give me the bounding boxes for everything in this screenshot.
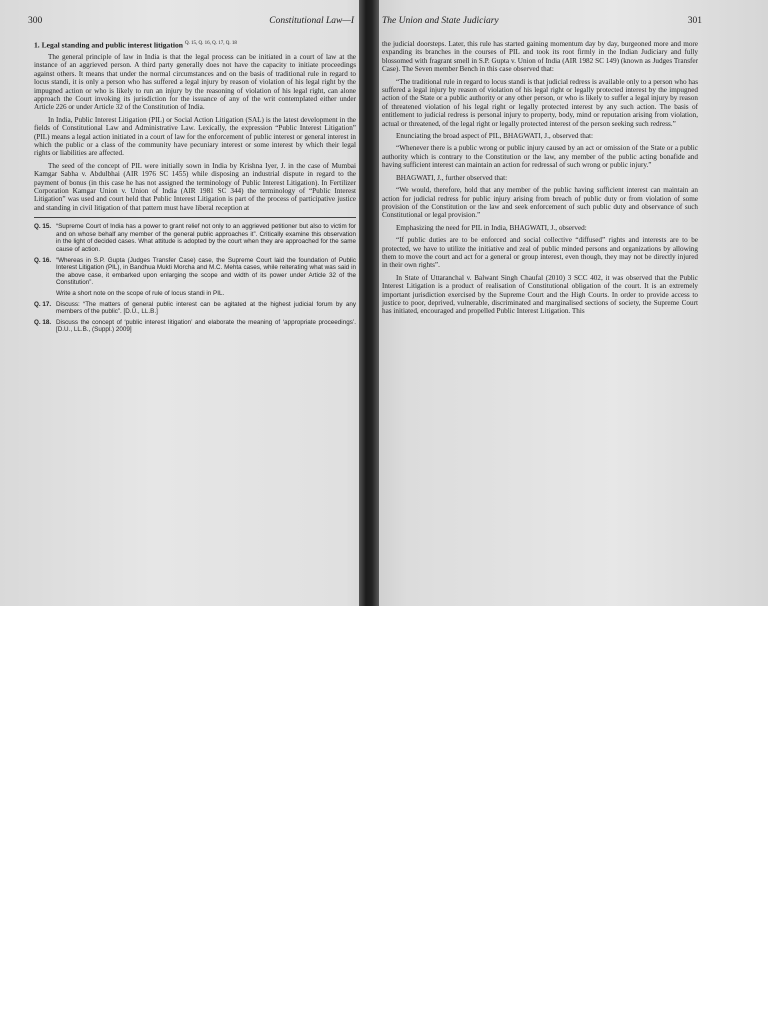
question-item bbox=[34, 223, 356, 253]
left-running-title: Constitutional Law—I bbox=[269, 16, 354, 26]
right-paragraph-4: Emphasizing the need for PIL in India, BHAGWATI, J., observed: bbox=[396, 223, 587, 232]
question-item bbox=[34, 257, 356, 287]
question-number: Q. 18. bbox=[34, 318, 52, 326]
question-item bbox=[34, 319, 356, 334]
question-number: Q. 17. bbox=[34, 300, 52, 308]
left-paragraph-1: The general principle of law in India is that the legal process can be initiated in a court of law at the instance of an aggrieved person. A third party generally does not have the capacity to initiate proceedings against others. It means that under the normal circumstances and on the basis of traditional rule in regard to locus standi, it is only a person who has suffered a legal injury by reason of violation of his legal right by the impugned action or who is likely to run an injury by the reasoning of violation of his legal right, can alone approach the Court invoking its jurisdiction for the issuance of any of the writ contemplated either under Article 226 or under Article 32 of the Constitution of India. bbox=[34, 52, 356, 112]
question-text: “Whereas in S.P. Gupta (Judges Transfer Case) case, the Supreme Court laid the foundation of Public Interest Litigation (PIL), in Bandhua Mukti Morcha and M.C. Mehta cases, while reiterating what was said in the above case, it embarked upon enlarging the scope and width of its power under Article 32 of the Constitution”. bbox=[56, 256, 356, 287]
right-paragraph-5: In State of Uttaranchal v. Balwant Singh Chaufal (2010) 3 SCC 402, it was observed that the Public Interest Litigation is a product of realisation of Constitutional obligation of the court. It is an extremely important jurisdiction exercised by the Supreme Court and the High Courts. In order to provide access to justice to poor, deprived, vulnerable, discriminated and marginalised sections of society, the Supreme Court has initiated, encouraged and propelled Public Interest Litigation. This bbox=[382, 273, 698, 316]
left-page-number: 300 bbox=[28, 16, 43, 26]
left-page bbox=[8, 0, 360, 606]
question-number: Q. 16. bbox=[34, 256, 52, 264]
book-spine-gutter bbox=[359, 0, 379, 606]
question-text: Discuss the concept of ‘public interest litigation’ and elaborate the meaning of ‘appropriate proceedings’. [D.U., LL.B., (Suppl.) 2009] bbox=[56, 318, 356, 334]
right-quote-2: “Whenever there is a public wrong or public injury caused by an act or omission of the State or a public authority which is contrary to the Constitution or the law, any member of the public acting bonafide and having sufficient interest can maintain an action for redressal of such wrong or public injury.” bbox=[382, 144, 698, 170]
right-page-body bbox=[382, 40, 698, 320]
right-paragraph-1: the judicial doorsteps. Later, this rule has started gaining momentum day by day, burgeoned more and more expanding its branches in the courses of PIL and took its root firmly in the Indian Judiciary and fully blossomed with fragrant smell in S.P. Gupta v. Union of India (AIR 1982 SC 149) (known as Judges Transfer Case). The Seven member Bench in this case observed that: bbox=[382, 40, 698, 74]
left-paragraph-2: In India, Public Interest Litigation (PIL) or Social Action Litigation (SAL) is the latest development in the fields of Constitutional Law and Administrative Law. Lexically, the expression “Public Interest Litigation” (PIL) means a legal action initiated in a court of law for the enforcement of public interest or general interest in which the public or a class of the community have pecuniary interest or some interest by which their legal rights or liabilities are affected. bbox=[34, 115, 356, 158]
question-note: Write a short note on the scope of rule of locus standi in PIL. bbox=[56, 290, 225, 297]
section-heading-text: 1. Legal standing and public interest litigation bbox=[34, 40, 184, 50]
question-number: Q. 15. bbox=[34, 223, 52, 231]
right-running-title: The Union and State Judiciary bbox=[382, 16, 499, 26]
right-quote-4: “If public duties are to be enforced and social collective “diffused” rights and interests are to be protected, we have to utilize the initiative and zeal of public minded persons and organizations by allowing them to move the court and act for a general or group interest, even though, they may not be directly injured in their own rights”. bbox=[382, 236, 698, 270]
left-paragraph-3: The seed of the concept of PIL were initially sown in India by Krishna Iyer, J. in the case of Mumbai Kamgar Sabha v. Abdulbhai (AIR 1976 SC 1455) while disposing an industrial dispute in regard to the payment of bonus (in this case he has not assigned the terminology of Public Interest Litigation). In Fertilizer Corporation Kamgar Union v. Union of India (AIR 1981 SC 344) the terminology of “Public Interest Litigation” was used and court held that Public Interest Litigation is part of the process of participative justice and standing in civil litigation of that pattern must have liberal reception at bbox=[34, 161, 356, 212]
question-item bbox=[34, 301, 356, 316]
right-paragraph-3: BHAGWATI, J., further observed that: bbox=[396, 173, 508, 182]
right-quote-3: “We would, therefore, hold that any member of the public having sufficient interest can maintain an action for judicial redress for public injury arising from breach of public duty or from violation of some provision of the Constitution or the law and seek enforcement of such public duty and observance of such Constitutional or legal provision.” bbox=[382, 186, 698, 220]
question-text: “Supreme Court of India has a power to grant relief not only to an aggrieved petitioner but also to victim for and on whose behalf any member of the general public approaches it”. Critically examine this observation in the light of decided cases. What attitude is adopted by the court when they are approached for the same cause of action. bbox=[56, 223, 356, 254]
section-heading-refs: Q. 15, Q. 16, Q. 17, Q. 18 bbox=[184, 41, 237, 46]
right-page bbox=[378, 0, 728, 606]
right-page-number: 301 bbox=[687, 16, 702, 26]
section-heading bbox=[34, 40, 356, 50]
right-quote-1: “The traditional rule in regard to locus standi is that judicial redress is available only to a person who has suffered a legal injury by reason of violation of his legal right or legally protected interest by the impugned action of the State or a public authority or any other person, or who is likely to suffer a legal injury by reason of threatened violation of his legal right or legally protected interest by any such action. The basis of entitlement to judicial redress is personal injury to property, body, mind or reputation arising from violation, actual or threatened, of the legal right or legally protected interest of the person seeking such redress.” bbox=[382, 77, 698, 128]
right-paragraph-2: Enunciating the broad aspect of PIL, BHAGWATI, J., observed that: bbox=[396, 132, 594, 141]
left-page-body bbox=[34, 40, 356, 337]
questions-divider bbox=[34, 217, 356, 218]
question-text: Discuss: “The matters of general public interest can be agitated at the highest judicial forum by any members of the public”. [D.U., LL.B.] bbox=[56, 300, 356, 316]
